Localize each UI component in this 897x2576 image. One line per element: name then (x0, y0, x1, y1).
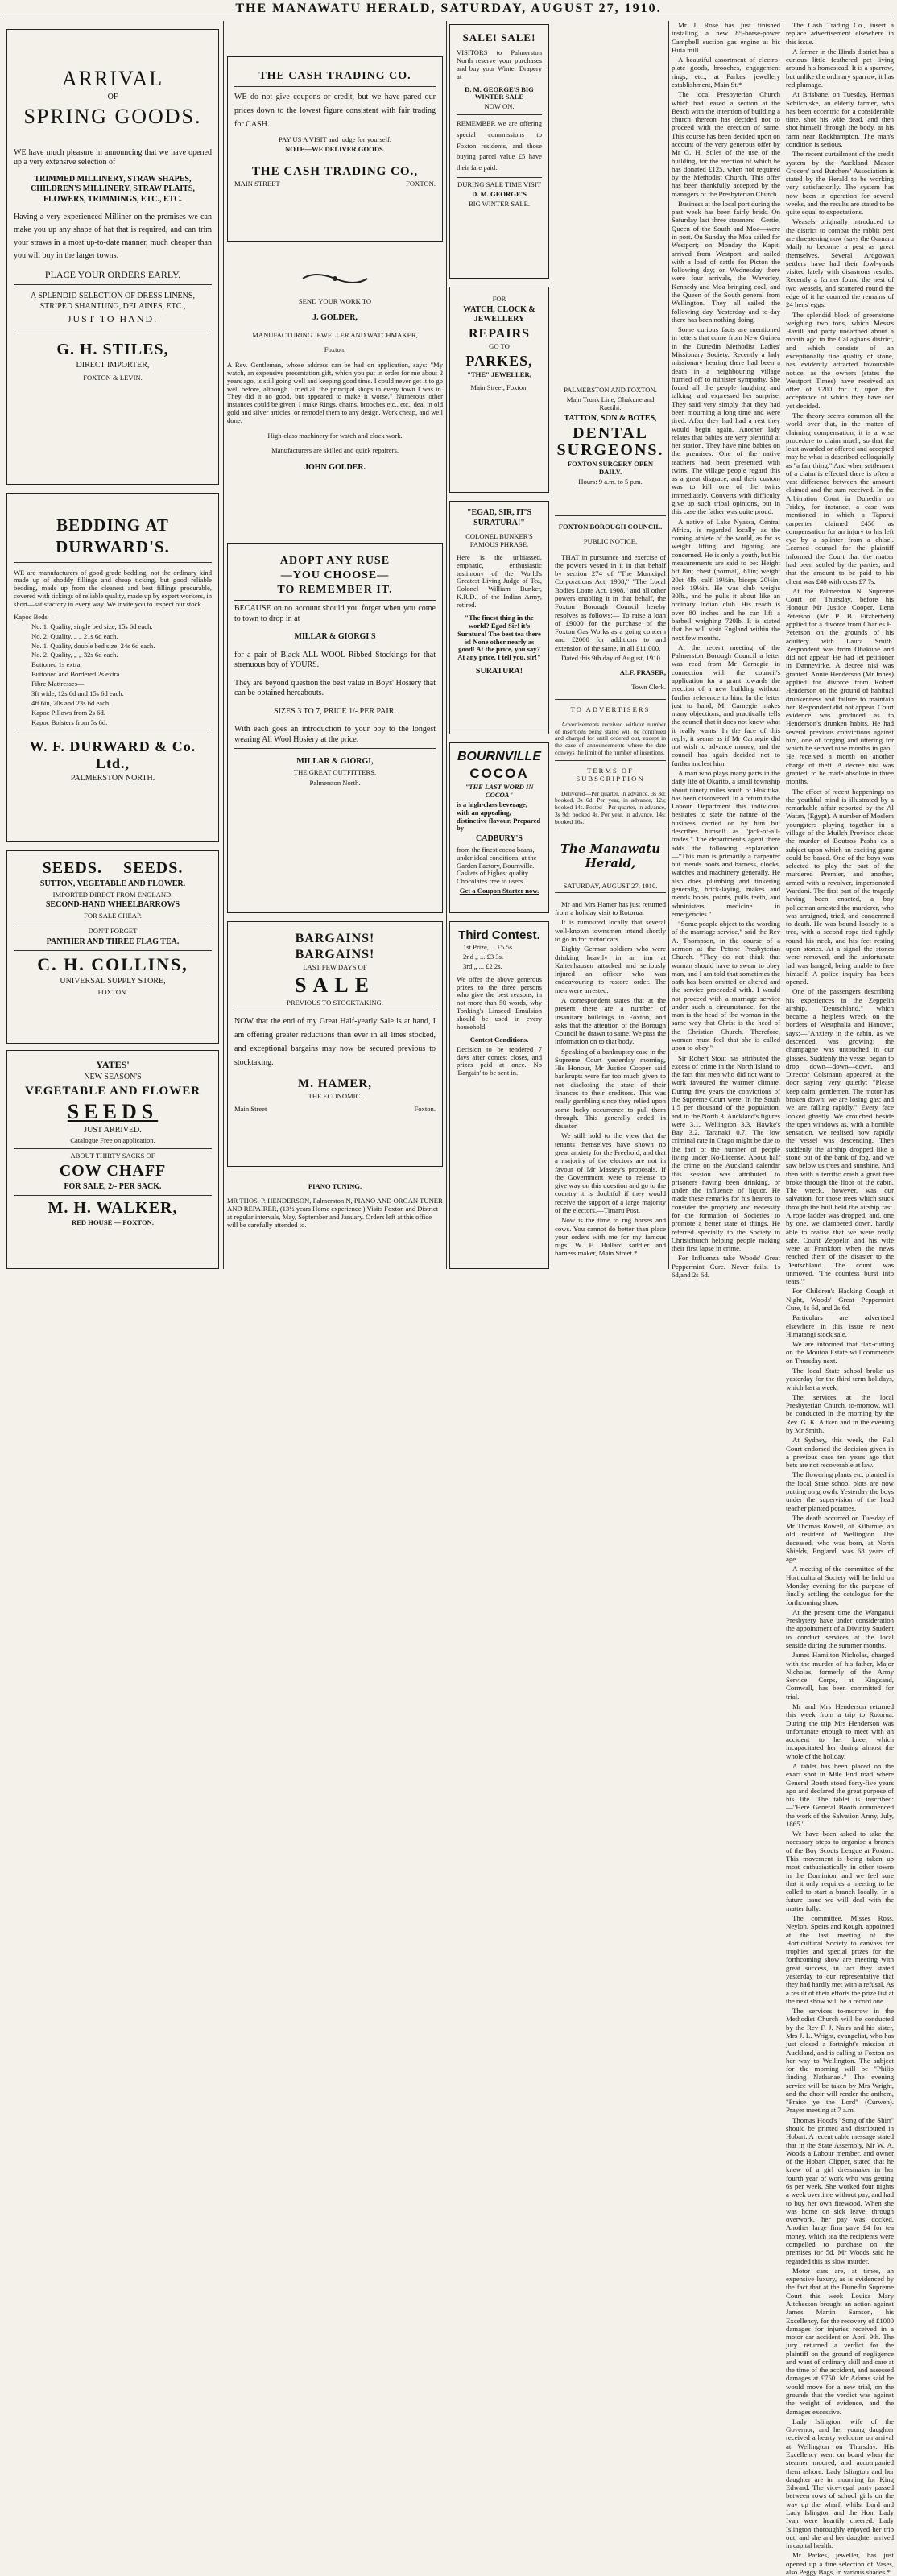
ad-firm-name: G. H. STILES, (56, 341, 169, 358)
list-item: A correspondent states that at the present there are a number of insanitary buildings in Foxton, and asks that the attention of the Borough Council be drawn to same. We pass the information on to that body. (555, 995, 666, 1046)
ad-headline: SPRING GOODS. (23, 104, 202, 128)
ad-town: FOXTON. (406, 179, 436, 188)
ad-body: Decision to be rendered 7 days after contest closes, and prizes paid at once. No 'Bargain' to be sent in. (457, 1044, 542, 1077)
list-item: Fibre Mattresses— (31, 680, 85, 688)
list-item: A beautiful assortment of electro-plate goods, brooches, engagement rings, etc., at Parkes' jewellery establishment, Main St.* (672, 56, 780, 89)
ad-headline: BARGAINS! (295, 932, 375, 945)
ad-headline: BARGAINS! (295, 948, 375, 961)
list-item: The recent curtailment of the credit system by the Auckland Master Grocers' and Butchers' Association is stated by the Herald to be working very satisfactorily. The system has now been in operation for several weeks, and the results are stated to be quite equal to expectations. (786, 150, 894, 217)
divider (457, 114, 542, 115)
ad-subhead: COLONEL BUNKER'S FAMOUS PHRASE. (465, 532, 533, 548)
list-item: The splendid block of greenstone weighing two tons, which Messrs Havill and party unearthed about a month ago in the Callaghans district, and which consists of an exceptionally fine quality of stone, has evidently attracted favourable notice, as the owners (states the Westport Times) have received an offer of £200 for it, upon the acceptance of which they have not yet decided. (786, 310, 894, 410)
list-item: A tablet has been placed on the exact spot in Mile End road where General Booth stood forty-five years ago and declared the great purpose of his life. The tablet is inscribed:—"Here General Booth commenced the work of the Salvation Army, July, 1865." (786, 1761, 894, 1828)
ad-body: PALMERSTON AND FOXTON. (564, 386, 657, 394)
list-item: Eighty German soldiers who were drinking heavily in an inn at Kaltenhausen attacked and seriously injured an officer who was endeavouring to restore order. The men were arrested. (555, 945, 666, 994)
divider (14, 950, 212, 951)
ad-headline: ADOPT ANY RUSE (279, 555, 391, 567)
paper-dateline: SATURDAY, AUGUST 27, 1910. (555, 883, 666, 893)
notice-subtitle: PUBLIC NOTICE. (583, 537, 638, 546)
list-item: The services to-morrow in the Methodist Church will be conducted by the Rev F. J. Nairs and his sister, Mrs J. L. Wright, evangelist, who has just closed a fortnight's mission at Auckland, and is calling at Foxton on her way to Wellington. The subject for the morning will be "Philip finding Nathanael." The evening service will be taken by Mrs Wright, and the choir will render the anthem, "Praise ye the Lord" (Curwen). Prayer meeting at 7 a.m. (786, 2007, 894, 2115)
ad-quote: "The finest thing in the world? Egad Sir! it's Suratura! The best tea there is! None other nearly as good! At the price, you say? At any price, I tell you, sir!" (457, 613, 541, 662)
ad-body: Kapoc Beds— (14, 612, 55, 621)
ad-body: FOXTON SURGERY OPEN DAILY. (567, 460, 654, 476)
ad-body: BECAUSE on no account should you forget when you come to town to drop in at (234, 604, 436, 623)
ad-body: Having a very experienced Milliner on the premises we can make you up any shape of hat that is required, and can trim your straws in a most up-to-date manner, much cheaper than you will buy in the larger towns. (14, 213, 212, 260)
ad-body: They are beyond question the best value in Boys' Hosiery that can be obtained hereabouts. (234, 678, 436, 697)
ad-firm-name: PARKES, (465, 352, 533, 369)
subscription-title: TERMS OF SUBSCRIPTION (576, 767, 645, 784)
list-item: Mr and Mrs Henderson returned this week from a trip to Rotorua. During the trip Mrs Henderson was unfortunate enough to meet with an accident to her knee, which incapacitated her during almost the whole of the holiday. (786, 1701, 894, 1760)
ad-firm-name: MILLAR & GIORGI, (296, 757, 374, 766)
column-4 (555, 21, 666, 1269)
ad-body: WE are manufacturers of good grade bedding, not the ordinary kind made up of shoddy fillings and cheap ticking, but good reliable bedding, made up from the cleanest and best fillings procurable, covered with tickings of reliable quality, made up by expert workers, in short—satisfactory in every way. We invite you to inspect our stock. (14, 568, 212, 609)
ad-headline: Third Contest. (458, 928, 540, 942)
ad-address (234, 180, 436, 188)
ad-body: Hours: 9 a.m. to 5 p.m. (578, 477, 643, 486)
list-item: 2nd „ ... £3 3s. (463, 952, 504, 961)
list-item: Lady Islington, wife of the Governor, and her young daughter received a hearty welcome on arrival at Wellington on Thursday. His Excellency went on board when the steamer moored, and accompanied them ashore. Lady Islington and her daughter are in mourning for King Edward. The vice-regal party passed between rows of school girls on the way up the wharf, whilst Lord and Lady Islington and the Hon. Lady Ivan were heartily cheered. Lady Islington thoroughly enjoyed her trip out, and she and her daughter arrived in capital health. (786, 2417, 894, 2550)
ad-body: THE ECONOMIC. (308, 1091, 362, 1100)
ad-street: Main Street (234, 1104, 267, 1113)
column-divider (223, 21, 224, 1269)
ad-suratura (449, 501, 549, 734)
ad-body: GO TO (489, 341, 510, 350)
ad-body: LAST FEW DAYS OF (303, 963, 367, 971)
ad-headline: —YOU CHOOSE— (280, 569, 390, 581)
ad-body: THE GREAT OUTFITTERS, (293, 767, 377, 776)
list-item: Buttoned 1s extra. (31, 660, 82, 669)
column-divider (668, 21, 669, 1269)
ad-headline: VEGETABLE AND FLOWER (24, 1084, 201, 1098)
divider (457, 177, 542, 178)
ad-firm-town: FOXTON. (97, 987, 128, 996)
notice-dated: Dated this 9th day of August, 1910. (561, 653, 663, 662)
list-item: The theory seems common all the world over that, in the matter of claiming compensation, it is a wise procedure to claim much, so that the least awarded or offered and accepted may be what is described colloquially as "a fair thing." And when settlement of a claim is effected there is often a vast difference between the amount claimed and the sum received. In the Arbitration Court in Dunedin on Friday, for instance, a case was mentioned in which a Taparui carpenter claimed £450 as compensation for an injury to his left eye by a splinter from a chisel. Learned counsel for the plaintiff informed the Court that the matter had been settled by the parties, and that the amount to be paid to his client was £40 with costs £7 7s. (786, 411, 894, 585)
ad-body: With each goes an introduction to your boy to the longest wearing All Wool Hosiery at the price. (234, 725, 436, 744)
list-item: The effect of recent happenings on the youthful mind is illustrated by a remarkable affair reported by the Al Watan, (Egypt). A number of Moslem youngsters playing together in a village of the Muileh Province chose the murder of Boutros Pasha as a subject upon which an exciting game could be based. One of the boys was selected to play the part of the murdered Premier, and another, armed with a revolver, impersonated Wardani. The first part of the tragedy having been enacted, a boy policeman arrested the murderer, who was arraigned, tried, and condemned to death. He was bound loosely to a tree, with a second rope tied tightly round his neck, and his feet resting upon stones. At a signal the stones were removed, and the unfortunate lad was hanged, being unable to free himself. A police inquiry has been opened. (786, 787, 894, 986)
list-item: No. 2. Quality, „ „ 21s 6d each. (31, 631, 118, 640)
ad-body: A Rev. Gentleman, whose address can be had on application, says: "My watch, an expensive presentation gift, which you put in order for me about 2 years ago, is still going well and keeping good time. I could never get it to go well before, although I tried all the principal shops in every town I was in. They did it no good, but appeared to make it worse." Numerous other instances could be given. I make Rings, chains, brooches etc., etc., deal in old gold and silver articles, or remodel them to any design. Work cheap, and well done. (227, 360, 443, 425)
news-items (672, 21, 780, 1279)
list-item: The local Presbyterian Church which had leased a section at the Beach with the intention of building a church thereon has decided not to proceed with the erection of same. This course has been decided upon on account of the very generous offer by Mr G. H. Stiles of the use of the building, for the erection of which he has donated £125, when not required by the Methodist Church. This offer has been thankfully accepted by the managers of the Presbyterian Church. (672, 90, 780, 198)
column-2 (227, 21, 443, 1269)
ad-dental (555, 387, 666, 512)
ad-headline: DENTAL SURGEONS. (556, 424, 664, 460)
ad-body: NOW ON. (484, 102, 515, 111)
ad-headline: SALE! SALE! (462, 31, 536, 43)
list-item: At the recent meeting of the Palmerston Borough Council a letter was read from Mr Carnegie in connection with the council's application for a grant towards the erection of a new building without further reference to him. In the letter just to hand, Mr Carnegie makes many objections, and practically tells the council that it does not know what it really wants. In the face of this reply, it seems as if Mr Carnegie did not wish to advance money, and the council has again decided not to further molest him. (672, 643, 780, 767)
ad-firm-name: J. GOLDER, (312, 313, 358, 323)
ad-body: Here is the unbiassed, emphatic, enthusiastic testimony of the World's Greatest Living Judge of Tea, Colonel William Bunker, K.R.D., of the Indian Army, retired. (457, 552, 542, 609)
ad-headline: THE CASH TRADING CO. (258, 70, 411, 82)
ad-millar-giorgi (227, 543, 443, 913)
ad-headline: SEEDS (67, 1099, 159, 1123)
ad-cash-trading (227, 56, 443, 242)
ad-body: High-class machinery for watch and clock work. (267, 431, 403, 440)
ad-body: FOR (492, 295, 506, 303)
list-item: It is rumoured locally that several well-known townsmen intend shortly to go in for motor cars. (555, 918, 666, 943)
ad-tagline: "THE LAST WORD IN COCOA" (465, 783, 534, 799)
ad-bedding (6, 493, 219, 842)
list-item: The Cash Trading Co., insert a replace advertisement elsewhere in this issue. (786, 21, 894, 46)
list-item: Some curious facts are mentioned in letters that come from New Guinea in the Dunedin Methodist Ladies' Missionary Society. Recently a lady missionary hearing there had been a death in a neighbouring village hurried off to minister sympathy. She found all the people laughing and talking, and expressed her surprise. They said very simply that they had been mourning a long time and were tired. After they had had a rest they would begin again. Another lady relates that babies are very plentiful at her station. They have nine babies on the premises. One of the native teachers had been presented with twins. The village people regard this as a great disgrace, and their custom was to kill one of the twins immediately. Converts with difficulty give up such tribal opinions, but in this case the father was quite proud. (672, 325, 780, 516)
column-5 (672, 21, 780, 1279)
divider (234, 748, 436, 749)
notice-body: MR THOS. P. HENDERSON, Palmerston N, PIANO AND ORGAN TUNER AND REPAIRER, (13½ years Home experience.) Visits Foxton and District at regular intervals, May, September and January. Orders left at this office will be carefully attended to. (227, 1197, 443, 1229)
ad-body: "THE" JEWELLER, (467, 370, 531, 378)
notice-body: THAT in pursuance and exercise of the powers vested in it in that behalf by section 274 of "The Municipal Corporations Act, 1908," "The Local Bodies Loans Act, 1908," and all other powers enabling it in that behalf, the Foxton Borough Council hereby resolves as follows:— To raise a loan of £9000 for the purchase of the Foxton Gas Works as a going concern and £2000 for additions to and extension of the same, in all £11,000. (555, 552, 666, 652)
ad-firm-name: D. M. GEORGE'S BIG WINTER SALE (465, 85, 534, 101)
list-item: No. 1. Quality, double bed size, 24s 6d each. (31, 641, 155, 650)
list-item: Particulars are advertised elsewhere in this issue re next Himatangi stock sale. (786, 1313, 894, 1338)
list-item: James Hamilton Nicholas, charged with the murder of his father, Major Nicholas, formerly of the Army Service Corps, at Kingsand, Cornwall, has been committed for trial. (786, 1651, 894, 1701)
list-item: Buttoned and Bordered 2s extra. (31, 670, 122, 679)
ad-body: YATES' (96, 1059, 130, 1070)
notice-signature: ALF. FRASER, (619, 668, 666, 676)
column-3 (449, 21, 549, 1269)
notice-title: PIANO TUNING. (308, 1181, 362, 1190)
divider (555, 699, 666, 700)
list-item: Mr J. Rose has just finished installing a new 85-horse-power Campbell suction gas engine at his Huia mill. (672, 21, 780, 54)
ad-callout: PLACE YOUR ORDERS EARLY. (44, 269, 181, 280)
ad-headline: BEDDING AT DURWARD'S. (56, 515, 170, 557)
ad-body: Catalogue Free on application. (70, 1136, 155, 1144)
divider (14, 1148, 212, 1149)
list-item: A meeting of the committee of the Horticultural Society will be held on Monday evening for the purpose of finally settling the catalogue for the forthcoming show. (786, 1565, 894, 1606)
list-item: The flowering plants etc. planted in the local State school plots are now putting on growth. Yesterday the boys under the supervision of the head teacher planted potatoes. (786, 1470, 894, 1512)
ad-body: Main Trunk Line, Ohakune and Raetihi. (566, 395, 655, 411)
list-item: Speaking of a bankruptcy case in the Supreme Court yesterday morning, His Honour, Mr Justice Cooper said bankrupts were far too much given to not disclosing the state of their finances to their creditors. This was really gambling since they relied upon some lucky occurrence to pull them through. This generally ended in disaster. (555, 1047, 666, 1131)
list-item: For Children's Hacking Cough at Night, Woods' Great Peppermint Cure, 1s 6d, and 2s 6d. (786, 1287, 894, 1313)
news-column-4 (555, 21, 666, 1259)
ad-body: from the finest cocoa beans, under ideal conditions, at the Garden Factory, Bournville. Caskets of highest quality Chocolates free to users. (457, 845, 537, 886)
ad-headline: COCOA (469, 766, 529, 781)
list-item: At Brisbane, on Tuesday, Herman Schilcolske, an elderly farmer, who has been eccentric for a considerable time, shot his wife dead, and then shot himself through the body, at his farm near Rockhampton. The man's condition is serious. (786, 90, 894, 148)
ad-body: A SPLENDID SELECTION OF DRESS LINENS, STRIPED SHANTUNG, DELAINES, ETC., (31, 292, 195, 311)
divider (555, 760, 666, 761)
ad-firm-name: C. H. COLLINS, (37, 954, 188, 975)
advertisers-body: Advertisements received without number of insertions being stated will be continued and charged for until ordered out, except in the case of announcements where the date conveys the limit of the number of insertions. (555, 720, 666, 756)
list-item: At the Palmerston N. Supreme Court on Thursday, before his Honour Mr Justice Cooper, Lena Peterson (Mr P. B. Fitzherbert) applied for a divorce from Charles H. Peterson on the grounds of his adultery with Laura Smith. Respondent was from Ohakune and did not appear. He had let petitioner in Dannevirke. A decree nisi was granted. Annie Henderson (Mr Innes) applied for divorce from Robert Henderson on the ground of habitual drunkenness and failure to maintain her. Respondent did not appear. Court evidence was produced as to Henderson's drunken habits. He had several previous convictions against him, one of forging and uttering for which he served nine months in gaol. He received a month on another charge of theft. A decree nisi was granted, to be made absolute in three months. (786, 586, 894, 786)
notice-piano-tuning (227, 1176, 443, 1236)
ad-brand: CADBURY'S (476, 834, 523, 844)
divider (234, 600, 436, 601)
ad-address (234, 1106, 436, 1114)
ad-subhead: OF (107, 93, 118, 101)
list-item: Weasels originally introduced to the district to combat the rabbit pest are threatening now (says the Oamaru Mail) to become a pest as great themselves. Several Ardgowan settlers have had their fowl-yards visited lately with disastrous results. Recently a farmer found the nest of two weasels, and scattered round the edge of it he counted the remains of 24 hens' eggs. (786, 217, 894, 309)
ad-headline: "EGAD, SIR, IT'S SURATURA!" (466, 508, 532, 527)
ad-body: WATCH, CLOCK & JEWELLERY (463, 304, 535, 325)
ad-body: MANUFACTURING JEWELLER AND WATCHMAKER, (252, 330, 418, 339)
ad-firm-name: M. HAMER, (298, 1077, 372, 1090)
column-6 (786, 21, 894, 2576)
list-item: 3rd „ ... £2 2s. (463, 961, 502, 970)
price-list (14, 623, 212, 727)
ad-body: SECOND-HAND WHEELBARROWS (45, 900, 180, 910)
ad-spring-goods (6, 29, 219, 485)
ad-firm-town: PALMERSTON NORTH. (70, 774, 155, 784)
ad-bargains (227, 921, 443, 1167)
ad-tonking-contest (449, 921, 549, 1269)
ad-body: WE have much pleasure in announcing that we have opened up a very extensive selection of (14, 147, 212, 167)
list-item: Kapoc Pillows from 2s 6d. (31, 708, 105, 717)
list-item: The death occurred on Tuesday of Mr Thomas Rowell, of Kilbirnie, an old resident of Wellington. The deceased, who was born, at North Shields, England, was 68 years of age. (786, 1513, 894, 1564)
ad-signature: JOHN GOLDER. (304, 462, 366, 472)
ad-body: FOR SALE, 2/- PER SACK. (64, 1181, 162, 1191)
list-item: Motor cars are, at times, an expensive luxury, as is evidenced by the fact that at the Dunedin Supreme Court this week Louisa Mary Aitchesson brought an action against James Martin Samson, his Excellency, for the recovery of £1000 damages for injuries received in a motor car accident on April 9th. The jury returned a verdict for the plaintiff on the ground of negligence and want of ordinary skill and care at the time of the accident, and assessed damages at £750. Mr Adams said he would move for a new trial, on the grounds that the verdict was against the weight of evidence, and the damages excessive. (786, 2266, 894, 2416)
list-item: At Sydney, this week, the Full Court endorsed the decision given in a previous case ten years ago that bets are not recoverable at law. (786, 1436, 894, 1470)
ad-firm-role: UNIVERSAL SUPPLY STORE, (60, 977, 166, 986)
ad-body: FOR SALE CHEAP. (84, 911, 142, 920)
ad-headline: SALE (295, 973, 375, 997)
ad-space-spacer (555, 21, 666, 385)
list-item: 1st Prize, ... £5 5s. (463, 943, 515, 951)
ad-price: SIZES 3 TO 7, PRICE 1/- PER PAIR. (274, 706, 396, 716)
ad-parkes (449, 287, 549, 493)
list-item: At the present time the Wanganui Presbytery have under consideration the appointment of a Divinity Student to conduct services at the local seaside during the summer months. (786, 1607, 894, 1649)
ad-body: PREVIOUS TO STOCKTAKING. (287, 998, 383, 1007)
ad-firm-name: D. M. GEORGE'S (472, 189, 527, 198)
notice-clerk: Town Clerk. (631, 683, 666, 692)
ad-town: Foxton. (324, 345, 346, 354)
ad-body: PANTHER AND THREE FLAG TEA. (46, 937, 180, 946)
ad-george-sale (449, 24, 549, 279)
divider (14, 284, 212, 285)
list-item: Business at the local port during the past week has been fairly brisk. On Saturday last three steamers—Gertie, Queen of the South and Moa—were in port. On Sunday the Moa sailed for Westport; on Monday the Kapiti arrived from Westport, and sailed with a load of cattle for Picton the following day; on Wednesday there were four arrivals, the Waverley, Kennedy and Moa bringing coal, and the Queen of the South general from Wellington. They all sailed the following day. Yesterday and to-day there has been nothing doing. (672, 199, 780, 324)
list-item: 4ft 6in, 20s and 23s 6d each. (31, 698, 111, 707)
list-item: No. 1. Quality, single bed size, 15s 6d each. (31, 622, 153, 631)
ad-body: IMPORTED DIRECT FROM ENGLAND. (52, 890, 173, 899)
list-item: We are informed that flax-cutting on the Moutoa Estate will commence on Thursday next. (786, 1340, 894, 1365)
ad-body: NOW that the end of my Great Half-yearly Sale is at hand, I am offering greater reductions than ever in all lines stocked, and exceptional bargains may now be secured previous to stocktaking. (234, 1016, 436, 1067)
ad-body: JUST ARRIVED. (84, 1125, 142, 1135)
list-item: Thomas Hood's "Song of the Shirt" should be printed and distributed in Hobart. A recent cable message stated that in the State Assembly, Mr W. A. Woods a Labour member, and owner of the Hobart Clipper, stated that he knew of a girl dressmaker in her fourth year of work who was getting 6s per week. She worked four nights a week overtime without pay, and had to buy her own firewood. When she was home on sick leave, through overwork, her pay was docked. Another large firm gave £4 for tea money, which tea the recipients were compelled to purchase on the premises for 5d. Mr Woods said he regarded this as slow murder. (786, 2115, 894, 2265)
ad-town: Palmerston North. (309, 779, 361, 788)
ad-firm-name: MILLAR & GIORGI'S (294, 632, 376, 641)
ad-body: ABOUT THIRTY SACKS OF (70, 1151, 155, 1160)
ad-firm-name: THE CASH TRADING CO., (251, 164, 419, 178)
divider (14, 1195, 212, 1196)
ad-firm-role: DIRECT IMPORTER, (76, 361, 150, 370)
list-item: The services at the local Presbyterian Church, to-morrow, will be conducted in the morning by the Rev. G. K. Aitken and in the evening by Mr Smith. (786, 1392, 894, 1434)
list-item: We have been asked to take the necessary steps to organise a branch of the Boy Scouts League at Foxton. This movement is being taken up most enthusiastically in other towns in the Dominion, and we feel sure that it only requires a meeting to be called to start a branch locally. In a future issue we will deal with the matter fully. (786, 1830, 894, 1912)
ad-firm-town: FOXTON & LEVIN. (83, 373, 143, 382)
column-divider (446, 21, 447, 1269)
list-item: One of the passengers describing his experiences in the Zeppelin airship, "Deutschland," which became a helpless wreck on the borders of Westphalia and Hanover, says:—"Anxiety in the cabin, as we descended, was growing; the champagne was untouched in our glasses. Suddenly the vessel began to drop down—down—down, and Director Colsmann appeared at the door saying very quietly: "Please keep calm, gentlemen. The motor has broken down; we are losing gas; and we are falling rapidly." Every face looked ghastly. We crouched beside the open windows as, with a horrible sensation, we realised how rapidly the vessel was descending. Then suddenly the airship dropped like a stone out of the bank of fog, and we saw below us trees and sunshine. And then with a terrific crash a great tree broke through the floor of the cabin. The wreck, however, was our salvation, for those trees which stuck through the hull held the airship fast. A rope ladder was dropped, and, one by one, we clambered down, hardly able to realise that we were really safe. Count Zeppelin and his wife were at Frankfort when the news reached them of the disaster to the Deutschland. The count was unmoved. 'The countess burst into tears.'" (786, 987, 894, 1286)
paper-title: The Manawatu Herald, (560, 841, 661, 871)
ad-headline: TO REMEMBER IT. (277, 584, 393, 596)
list-item: Kapoc Bolsters from 5s 6d. (31, 717, 108, 726)
divider (234, 86, 436, 87)
ad-body: WE do not give coupons or credit, but we have pared our prices down to the lowest figure consistent with fair trading for CASH. (234, 93, 436, 129)
ad-seeds (6, 850, 219, 1044)
ad-body: VISITORS to Palmerston North reserve your purchases and buy your Winter Drapery at (457, 48, 542, 81)
ad-body: DON'T FORGET (88, 926, 138, 935)
ad-body: SEND YOUR WORK TO (298, 296, 372, 305)
ad-body: NOTE—WE DELIVER GOODS. (285, 144, 385, 153)
ad-firm-name: M. H. WALKER, (48, 1199, 178, 1218)
list-item: The local State school broke up yesterday for the third term holidays, which last a week. (786, 1367, 894, 1391)
ad-headline: REPAIRS (468, 326, 531, 341)
list-item: 3ft wide, 12s 6d and 15s 6d each. (31, 688, 124, 697)
ad-firm-town: RED HOUSE — FOXTON. (71, 1218, 155, 1227)
list-item: For Influenza take Woods' Great Peppermint Cure. Never fails. 1s 6d,and 2s 6d. (672, 1254, 780, 1279)
ad-body: TRIMMED MILLINERY, STRAW SHAPES, CHILDREN'S MILLINERY, STRAW PLAITS, FLOWERS, TRIMMINGS, ETC., ETC. (31, 174, 195, 204)
ad-headline: COW CHAFF (59, 1161, 167, 1180)
ad-street: MAIN STREET (234, 179, 280, 188)
ad-body: DURING SALE TIME VISIT (457, 180, 541, 188)
ad-headline: SEEDS. SEEDS. (42, 859, 184, 877)
prize-list (457, 944, 542, 971)
list-item: A native of Lake Nyassa, Central Africa, is regarded locally as the coming athlete of the world, as far as weight lifting and fighting are concerned. He is only a youth, but his measurements are said to be: Height 6ft 8in; chest (normal), 61in; weight 20st 4lb; calf 19½in, biceps 20½in; neck 19½in. He was club weighs 30lb., and he pulls it about like an ordinary Indian club. His reach is over 80 inches and he can lift a barbell weighing 720lb. It is stated that he will visit England within the next few months. (672, 517, 780, 642)
notice-title: FOXTON BOROUGH COUNCIL. (558, 522, 663, 531)
ad-headline: BOURNVILLE (457, 750, 541, 763)
ad-body: BIG WINTER SALE. (469, 199, 530, 208)
ad-body: SUTTON, VEGETABLE AND FLOWER. (39, 879, 186, 888)
list-item: A farmer in the Hinds district has a curious little feathered pet living around his homestead. It is a sparrow, but unlike the ordinary sparrow, it has red plumage. (786, 47, 894, 89)
ad-body: PAY US A VISIT and judge for yourself. (278, 135, 392, 143)
ad-body: We offer the above generous prizes to the three persons who give the best reasons, in not more than 50 words, why Tonking's Linseed Emulsion should be used in every household. (457, 974, 542, 1031)
ad-body: is a high-class beverage, with an appealing, distinctive flavour. Prepared by (457, 800, 541, 833)
list-item: "Some people object to the wording of the marriage service," said the Rev A. Thompson, in the course of a sermon at the Petone Presbyterian Church. "They do not think that woman should have to swear to obey man, and I am told that sometimes the oath has been omitted or altered and the service proceeded with. I would not proceed with a marriage service under such a circumstance, for the man is the head of the woman in the same way that Christ is the head of the Christian Church. Therefore, woman must feel that she is called upon to obey." (672, 920, 780, 1052)
ad-firm-name: W. F. DURWARD & Co. Ltd., (29, 738, 196, 772)
ad-yates-seeds (6, 1050, 219, 1269)
list-item: Now is the time to rug horses and cows. You cannot do better than place your orders with me for my famous rugs. W. E. Bullard saddler and harness maker, Main Street.* (555, 1216, 666, 1258)
ad-headline: ARRIVAL (61, 67, 164, 90)
subscription-body: Delivered—Per quarter, in advance, 3s 3d; booked, 3s 6d. Per year, in advance, 12s; booked 14s. Posted—Per quarter, in advance, 3s 9d; booked 4s. Per year, in advance, 14s; booked 16s. (555, 789, 666, 825)
ad-firm-name: TATTON, SON & BOTES, (564, 413, 657, 423)
news-items (555, 900, 666, 1258)
ad-address: Main Street, Foxton. (470, 382, 528, 391)
ad-town: Foxton. (414, 1104, 436, 1113)
divider (14, 562, 212, 563)
masthead: THE MANAWATU HERALD, SATURDAY, AUGUST 27, 1910. (235, 2, 662, 15)
ad-golder (227, 271, 443, 528)
list-item: The committee, Misses Ross, Neylon, Speirs and Rough, appointed at the last meeting of the Horticultural Society to canvass for trophies and special prizes for the forthcoming show are meeting with great success, in fact they stated yesterday to our representative that they had hardly met with a refusal. As a result of their efforts the prize list at the next show will be a record one. (786, 1914, 894, 2005)
ad-bournville-cocoa (449, 742, 549, 913)
ad-body: REMEMBER we are offering special commissions to Foxton residents, and those buying parcel value £5 have their fare paid. (457, 119, 542, 172)
list-item: No. 2. Quality, „ „ 32s 6d each. (31, 651, 118, 660)
ornament-icon (299, 271, 371, 287)
ad-body: NEW SEASON'S (84, 1073, 142, 1081)
list-item: Sir Robert Stout has attributed the excess of crime in the North Island to the fact that men who did not want to work favoured the warmer climate. During five years the convictions of the Supreme Court were: In the South 1.5 per thousand of the population, and in the North 3. Auckland's figures were 3.1, Wellington 3.3, Hawke's Bay 3.2, Taranaki 0.7. The low criminal rate in Otago might be due to the fact of the number of people living under No-License. About half the crime on the Auckland calendar this session was attributed to prisoners having been drinking, or under the influence of liquor. He made these remarks for his hearers to consider the propriety and necessity for the formation of Societies to promote a better state of things. He referred specially to the Society in Christchurch helping people making their first lapse in crime. (672, 1053, 780, 1253)
ad-callout: JUST TO HAND. (67, 313, 159, 325)
list-item: A man who plays many parts in the daily life of Okarito, a small township about ninety miles south of Hokitika, has been discovered. In a return to the Labour Department this individual hesitates to state the nature of the business carried on by him but describes himself as "jack-of-all-trades." The department's agent there adds the following explanation:—"This man is primarily a carpenter but mends boots and harness, clocks, watches and machinery generally. He also does plumbing and tinkering generally, brick-laying, makes and mends boots, paints, pulls teeth, and administers medicine in emergencies." (672, 769, 780, 918)
divider (555, 515, 666, 516)
ad-brand: SURATURA! (475, 667, 523, 676)
column-1 (6, 21, 219, 1269)
advertisers-title: TO ADVERTISERS (570, 705, 651, 714)
ad-body: for a pair of Black ALL WOOL Ribbed Stockings for that strenuous boy of YOURS. (234, 650, 436, 669)
ad-subhead: Contest Conditions. (469, 1035, 529, 1044)
list-item: Mr and Mrs Hamer has just returned from a holiday visit to Rotorua. (555, 899, 666, 917)
list-item: We still hold to the view that the tenants themselves have shown no great anxiety for the Freehold, and that a majority of the electors are not in favour of Mr Massey's proposals. If the Government were to release to give way on this question and go to the country it is doubtful if they would receive the support of a large majority of the electors.—Timaru Post. (555, 1131, 666, 1214)
news-items (786, 21, 894, 2576)
list-item: Mr Parkes, jeweller, has just opened up a fine selection of Vases, also Peggy Bags, in various shades.* (786, 2551, 894, 2576)
ad-body: Manufacturers are skilled and quick repairers. (271, 445, 399, 454)
ad-callout: Get a Coupon Starter now. (459, 887, 539, 895)
